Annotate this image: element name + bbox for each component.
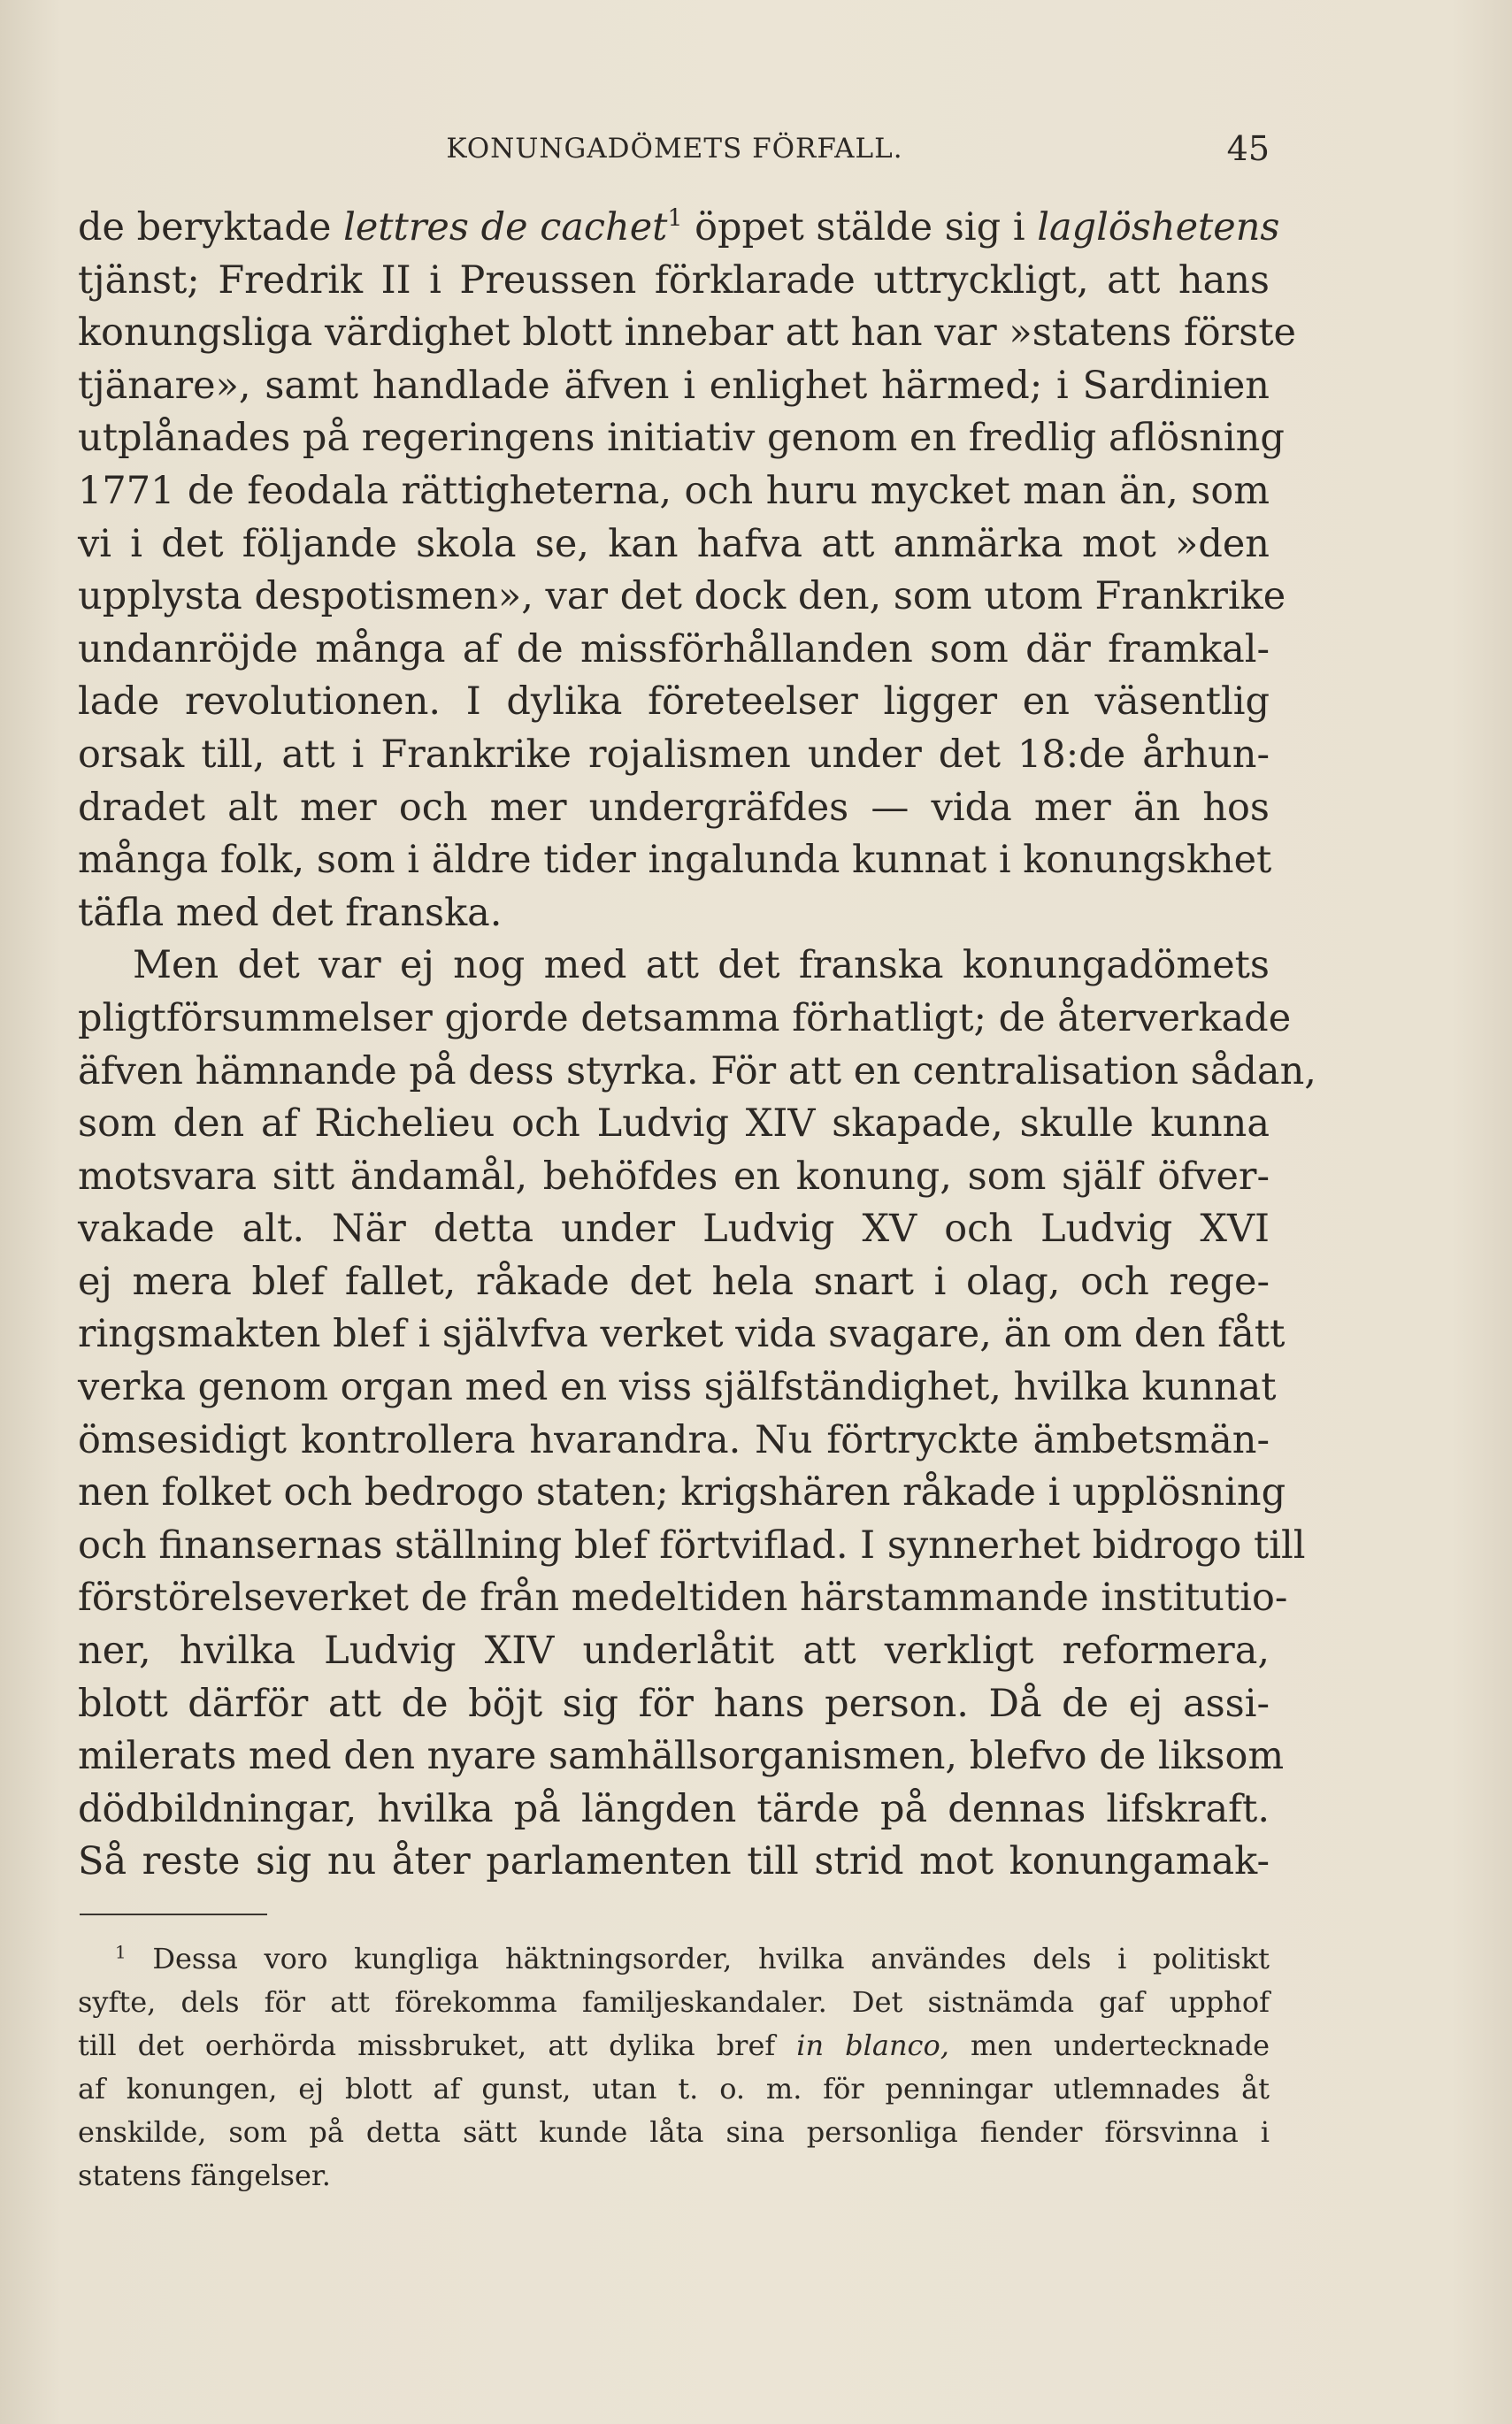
body-line: ringsmakten blef i självfva verket vida svagare, än om den fått xyxy=(78,1312,1286,1357)
footnote-text-segment: till det oerhörda missbruket, att dylika bref xyxy=(78,2029,797,2062)
body-line: milerats med den nyare samhällsorganismen, blefvo de liksom xyxy=(78,1734,1285,1779)
body-line: ner, hvilka Ludvig XIV underlåtit att verkligt reformera, xyxy=(78,1629,1270,1674)
body-line: dradet alt mer och mer undergräfdes — vida mer än hos xyxy=(78,785,1270,830)
italic-phrase: laglöshetens xyxy=(1037,205,1280,249)
body-line xyxy=(78,202,1280,255)
body-line: utplånades på regeringens initiativ genom en fredlig aflösning xyxy=(78,416,1285,461)
body-line: tjänare», samt handlade äfven i enlighet härmed; i Sardinien xyxy=(78,363,1270,408)
body-line: orsak till, att i Frankrike rojalismen under det 18:de århun- xyxy=(78,732,1270,777)
body-line: täfla med det franska. xyxy=(78,890,503,935)
body-line: Så reste sig nu åter parlamenten till strid mot konungamak- xyxy=(78,1839,1270,1884)
body-line: undanröjde många af de missförhållanden som där framkal- xyxy=(78,626,1270,671)
footnote-text-segment: men undertecknade xyxy=(948,2029,1270,2062)
body-text-segment: öppet stälde sig i xyxy=(682,205,1038,249)
body-line: vi i det följande skola se, kan hafva att anmärka mot »den xyxy=(78,521,1270,566)
body-line: pligtförsummelser gjorde detsamma förhatligt; de återverkade xyxy=(78,995,1292,1040)
body-line: tjänst; Fredrik II i Preussen förklarade uttryckligt, att hans xyxy=(78,257,1270,303)
italic-phrase: in blanco, xyxy=(796,2029,949,2062)
body-line: ömsesidigt kontrollera hvarandra. Nu förtryckte ämbetsmän- xyxy=(78,1417,1270,1462)
body-line: dödbildningar, hvilka på längden tärde på dennas lifskraft. xyxy=(78,1786,1270,1831)
footnote-reference: 1 xyxy=(667,204,683,233)
running-title: KONUNGADÖMETS FÖRFALL. xyxy=(446,133,903,165)
footnote-line xyxy=(78,2024,1270,2067)
body-text xyxy=(78,202,1316,1889)
body-line: äfven hämnande på dess styrka. För att en centralisation sådan, xyxy=(78,1048,1316,1093)
footnote-text-segment: Dessa voro kungliga häktningsorder, hvilka användes dels i politiskt xyxy=(126,1942,1270,1975)
body-line: Men det var ej nog med att det franska konungadömets xyxy=(133,943,1270,988)
body-line: nen folket och bedrogo staten; krigshären råkade i upplösning xyxy=(78,1470,1286,1515)
body-text-segment: de beryktade xyxy=(78,205,344,249)
body-line: ej mera blef fallet, råkade det hela snart i olag, och rege- xyxy=(78,1259,1270,1304)
footnote-line: enskilde, som på detta sätt kunde låta sina personliga fiender försvinna i xyxy=(78,2115,1270,2149)
body-line: 1771 de feodala rättigheterna, och huru mycket man än, som xyxy=(78,468,1270,513)
footnote xyxy=(78,1937,1270,2198)
body-line: konungsliga värdighet blott innebar att han var »statens förste xyxy=(78,311,1297,356)
body-line: vakade alt. När detta under Ludvig XV och Ludvig XVI xyxy=(78,1207,1270,1252)
body-line: upplysta despotismen», var det dock den, som utom Frankrike xyxy=(78,574,1286,619)
body-line: och finansernas ställning blef förtviflad. I synnerhet bidrogo till xyxy=(78,1523,1306,1568)
footnote-marker: 1 xyxy=(115,1942,127,1963)
body-line: många folk, som i äldre tider ingalunda kunnat i konungskhet xyxy=(78,838,1272,883)
footnote-line xyxy=(78,1937,1270,1981)
body-line: motsvara sitt ändamål, behöfdes en konung, som själf öfver- xyxy=(78,1154,1270,1199)
page-number: 45 xyxy=(1226,129,1270,168)
page-header xyxy=(80,122,1270,175)
footnote-line: af konungen, ej blott af gunst, utan t. o. m. för penningar utlemnades åt xyxy=(78,2072,1270,2106)
footnote-line: syfte, dels för att förekomma familjeskandaler. Det sistnämda gaf upphof xyxy=(78,1985,1270,2019)
body-line: förstörelseverket de från medeltiden härstammande institutio- xyxy=(78,1576,1288,1621)
body-line: verka genom organ med en viss själfständighet, hvilka kunnat xyxy=(78,1365,1277,1410)
body-line: blott därför att de böjt sig för hans person. Då de ej assi- xyxy=(78,1681,1270,1726)
body-line: som den af Richelieu och Ludvig XIV skapade, skulle kunna xyxy=(78,1101,1270,1147)
body-line: lade revolutionen. I dylika företeelser ligger en väsentlig xyxy=(78,679,1270,725)
footnote-line: statens fängelser. xyxy=(78,2159,331,2192)
footnote-divider xyxy=(80,1914,267,1915)
italic-phrase: lettres de cachet xyxy=(343,205,668,249)
